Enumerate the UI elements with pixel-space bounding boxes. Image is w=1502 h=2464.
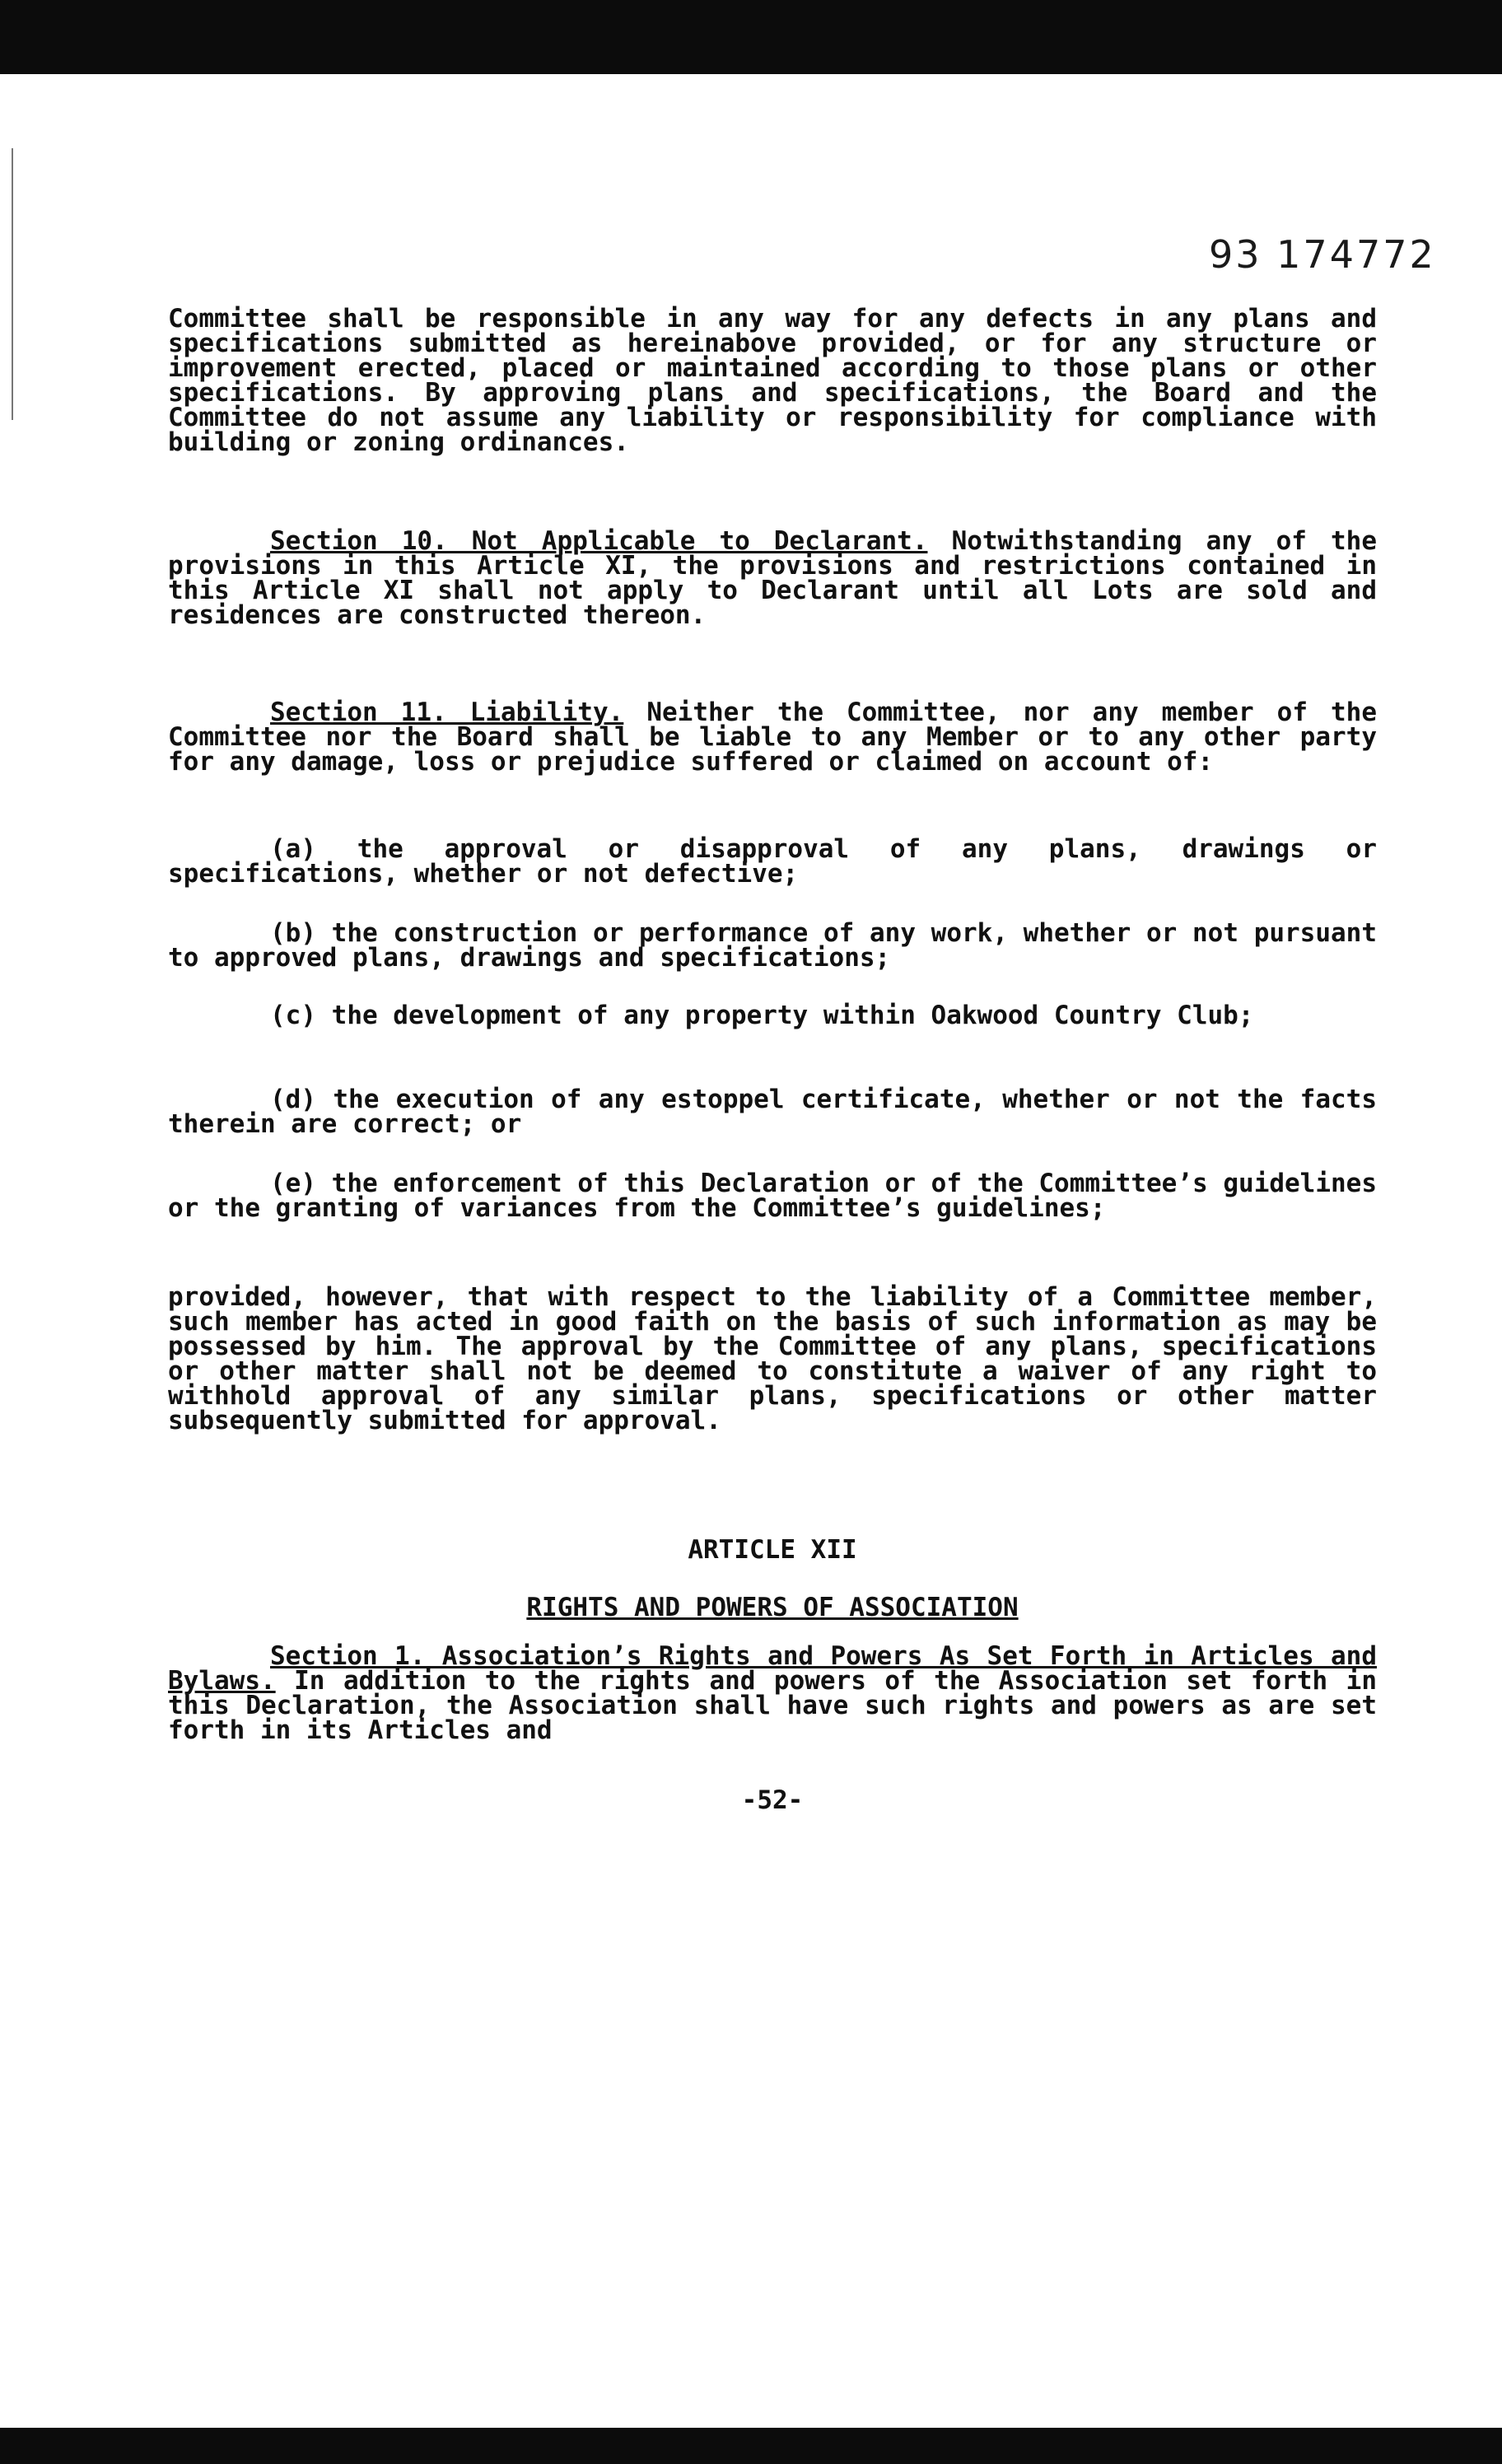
liability-item-e: (e) the enforcement of this Declaration or of the Committee’s guidelines or the granting of variances from the Committee’s guidelines; <box>168 1169 1377 1223</box>
section-10-heading: Section 10. Not Applicable to Declarant. <box>270 526 928 556</box>
section-11-heading: Section 11. Liability. <box>270 698 624 727</box>
section-10 <box>168 526 1377 630</box>
liability-item-b: (b) the construction or performance of any work, whether or not pursuant to approved plans, drawings and specifications; <box>168 918 1377 973</box>
document-number: 93 174772 <box>1209 232 1436 277</box>
liability-item-a: (a) the approval or disapproval of any plans, drawings or specifications, whether or not defective; <box>168 834 1377 889</box>
article-12-section-1-heading: Section 1. Association’s Rights and Powers As Set Forth in Articles and Bylaws. <box>168 1641 1377 1696</box>
scan-margin-mark <box>12 148 13 420</box>
article-number: ARTICLE XII <box>688 1535 857 1565</box>
article-title: RIGHTS AND POWERS OF ASSOCIATION <box>526 1593 1019 1622</box>
page-number: -52- <box>741 1785 804 1815</box>
paragraph-committee: Committee shall be responsible in any way for any defects in any plans and specifications submitted as hereinabove provided, or for any structure or improvement erected, placed or maintained according to those plans or other specifications. By approving plans and specifications, the Board and the Committee do not assume any liability or responsibility for compliance with building or zoning ordinances. <box>168 304 1377 457</box>
liability-item-c: (c) the development of any property within Oakwood Country Club; <box>270 1001 1254 1030</box>
section-10-body: Notwithstanding any of the provisions in this Article XI, the provisions and restrictions contained in this Article XI shall not apply to Declarant until all Lots are sold and residences are constructed thereon. <box>168 526 1377 630</box>
scan-border-top <box>0 0 1502 74</box>
section-11 <box>168 698 1377 777</box>
scan-border-bottom <box>0 2428 1502 2464</box>
proviso-paragraph: provided, however, that with respect to the liability of a Committee member, such member has acted in good faith on the basis of such information as may be possessed by him. The approval by the Committee of any plans, specifications or other matter shall not be deemed to constitute a waiver of any right to withhold approval of any similar plans, specifications or other matter subsequently submitted for approval. <box>168 1282 1377 1435</box>
article-12-section-1-body: In addition to the rights and powers of the Association set forth in this Declaration, the Association shall have such rights and powers as are set forth in its Articles and <box>168 1666 1377 1745</box>
section-11-body: Neither the Committee, nor any member of the Committee nor the Board shall be liable to any Member or to any other party for any damage, loss or prejudice suffered or claimed on account of: <box>168 698 1377 777</box>
article-12-section-1 <box>168 1641 1377 1745</box>
liability-item-d: (d) the execution of any estoppel certificate, whether or not the facts therein are correct; or <box>168 1085 1377 1139</box>
